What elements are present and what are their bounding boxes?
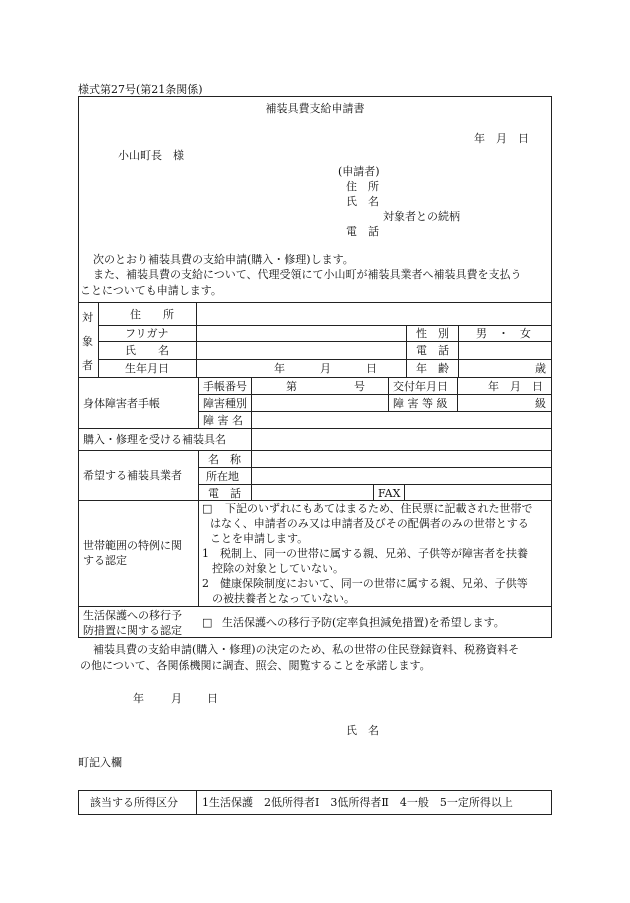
vendor-fax-label: FAX [378, 487, 401, 500]
household-line-3: ことを申請します。 [210, 532, 309, 545]
applicant-phone-label: 電 話 [346, 225, 379, 238]
sex-label: 性 別 [416, 327, 449, 340]
consent-day[interactable]: 日 [207, 692, 218, 705]
income-categories[interactable]: 1生活保護 2低所得者Ⅰ 3低所得者Ⅱ 4一般 5一定所得以上 [202, 796, 513, 809]
handbook-number-prefix: 第 [286, 380, 297, 393]
intro-line-3: ことについても申請します。 [80, 284, 222, 297]
phone-label: 電 話 [416, 344, 449, 357]
handbook-number-suffix: 号 [354, 380, 365, 393]
form-title: 補装具費支給申請書 [265, 102, 365, 115]
subject-side-label-3: 者 [82, 359, 93, 372]
income-label: 該当する所得区分 [90, 796, 178, 809]
intro-line-1: 次のとおり補装具費の支給申請(購入・修理)します。 [93, 253, 354, 266]
household-label-1: 世帯範囲の特例に関 [83, 539, 182, 552]
birthdate-label: 生年月日 [125, 362, 169, 375]
vendor-label: 希望する補装具業者 [83, 469, 182, 482]
consent-name-label: 氏 名 [346, 724, 379, 737]
form-number: 様式第27号(第21条関係) [78, 83, 203, 96]
sex-value[interactable]: 男 ・ 女 [476, 327, 531, 340]
applicant-heading: (申請者) [338, 165, 380, 178]
application-date[interactable]: 年 月 日 [474, 132, 529, 145]
household-label-2: する認定 [83, 554, 127, 567]
subject-address-label: 住 所 [130, 308, 174, 321]
applicant-address-label: 住 所 [346, 180, 379, 193]
household-checkbox[interactable]: □ [202, 502, 213, 515]
consent-line-2: の他について、各関係機関に調査、照会、閲覧することを承諾します。 [80, 659, 431, 672]
subject-side-label-2: 象 [82, 335, 93, 348]
birth-year[interactable]: 年 [274, 362, 285, 375]
disability-grade-label: 障 害 等 級 [393, 397, 448, 410]
vendor-name-label: 名 称 [208, 453, 241, 466]
subject-side-label-1: 対 [82, 311, 93, 324]
town-section-label: 町記入欄 [78, 756, 122, 769]
applicant-relation-label: 対象者との続柄 [383, 210, 460, 223]
addressee: 小山町長 様 [118, 149, 184, 162]
consent-year[interactable]: 年 [133, 692, 144, 705]
welfare-label-2: 防措置に関する認定 [83, 624, 182, 637]
issue-date-label: 交付年月日 [393, 380, 448, 393]
consent-month[interactable]: 月 [171, 692, 182, 705]
household-cond-1a: 1 税制上、同一の世帯に属する親、兄弟、子供等が障害者を扶養 [202, 547, 528, 560]
welfare-checkbox[interactable]: □ [202, 616, 213, 629]
disability-type-label: 障害種別 [203, 397, 247, 410]
disability-name-label: 障 害 名 [203, 414, 243, 427]
purchase-item-label: 購入・修理を受ける補装具名 [83, 433, 226, 446]
issue-date-value[interactable]: 年 月 日 [488, 380, 543, 393]
vendor-phone-label: 電 話 [208, 487, 241, 500]
handbook-number-label: 手帳番号 [203, 380, 247, 393]
applicant-name-label: 氏 名 [346, 195, 379, 208]
furigana-label: フリガナ [125, 327, 169, 340]
consent-line-1: 補装具費の支給申請(購入・修理)の決定のため、私の世帯の住民登録資料、税務資料そ [93, 643, 520, 656]
birth-month[interactable]: 月 [320, 362, 331, 375]
household-cond-2a: 2 健康保険制度において、同一の世帯に属する親、兄弟、子供等 [202, 577, 528, 590]
disability-grade-unit: 級 [535, 397, 546, 410]
household-line-2: はなく、申請者のみ又は申請者及びその配偶者のみの世帯とする [210, 517, 529, 530]
welfare-text: 生活保護への移行予防(定率負担減免措置)を希望します。 [222, 616, 505, 629]
birth-day[interactable]: 日 [366, 362, 377, 375]
intro-line-2: また、補装具費の支給について、代理受領にて小山町が補装具業者へ補装具費を支払う [93, 268, 522, 281]
household-line-1: 下記のいずれにもあてはまるため、住民票に記載された世帯で [225, 502, 533, 515]
age-unit: 歳 [535, 362, 546, 375]
household-cond-1b: 控除の対象としていない。 [212, 562, 344, 575]
welfare-label-1: 生活保護への移行予 [83, 609, 182, 622]
subject-name-label: 氏 名 [125, 344, 169, 357]
vendor-location-label: 所在地 [206, 470, 239, 483]
household-cond-2b: の被扶養者となっていない。 [212, 592, 355, 605]
handbook-label: 身体障害者手帳 [83, 397, 160, 410]
age-label: 年 齢 [416, 362, 449, 375]
